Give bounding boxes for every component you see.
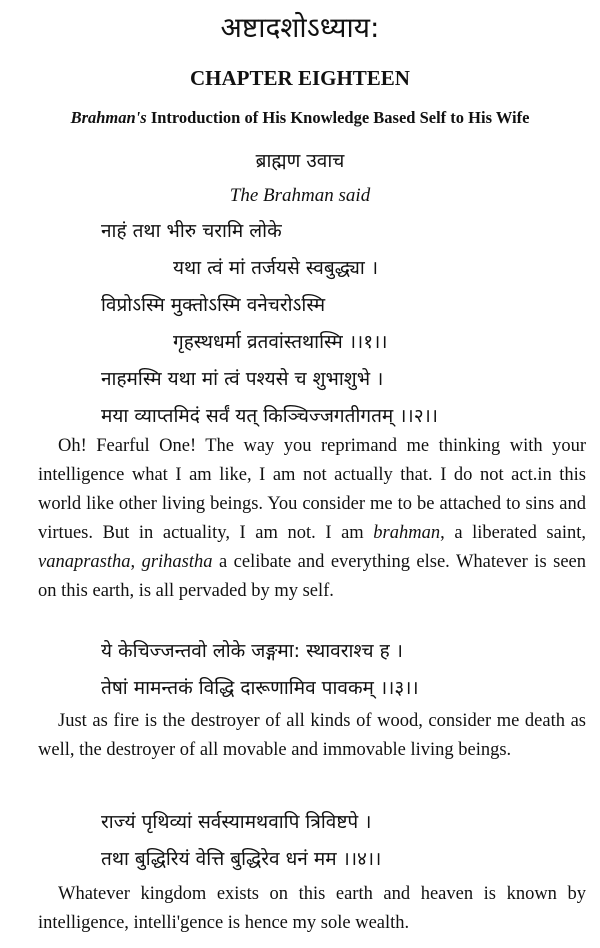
translation-paragraph: Oh! Fearful One! The way you reprimand me thinking with your intelligence what I am like, I am not actually that. I do not act.in this world like other living beings. You consider me to be attached to sins and virtues. But in actuality, I am not. I am brahman, a liberated saint, vanaprastha, grihastha a celibate and everything else. Whatever is seen on this earth, is all pervaded by my self. [38,436,586,601]
subtitle-text: Introduction of His Knowledge Based Self to His Wife [146,108,530,127]
speaker-english: The Brahman said [229,185,371,206]
subtitle-italic: Brahman's [70,108,147,127]
verse-line: तथा बुद्धिरियं वेत्ति बुद्धिरेव धनं मम ।।४।। [101,848,382,870]
verse-line: नाहं तथा भीरु चरामि लोके [101,220,282,242]
verse-line: राज्यं पृथिव्यां सर्वस्यामथवापि त्रिविष्टपे । [101,811,372,833]
translation-paragraph: Just as fire is the destroyer of all kinds of wood, consider me death as well, the destroyer of all movable and immovable living beings. [38,711,586,760]
verse-line: यथा त्वं मां तर्जयसे स्वबुद्ध्या । [173,257,379,279]
sanskrit-chapter-title: अष्टादशोऽध्याय: [220,11,380,44]
translation-paragraph: Whatever kingdom exists on this earth and heaven is known by intelligence, intelli'gence is hence my sole wealth. [38,884,586,933]
speaker-sanskrit: ब्राह्मण उवाच [255,150,345,172]
verse-line: विप्रोऽस्मि मुक्तोऽस्मि वनेचरोऽस्मि [101,294,326,316]
verse-line: तेषां मामन्तकं विद्धि दारूणामिव पावकम् ।।३।। [101,677,419,699]
verse-line: नाहमस्मि यथा मां त्वं पश्यसे च शुभाशुभे । [101,368,384,390]
chapter-subtitle [0,106,600,130]
chapter-title: CHAPTER EIGHTEEN [190,66,410,90]
verse-line: ये केचिज्जन्तवो लोके जङ्गमा: स्थावराश्च ह । [101,640,403,662]
verse-line: मया व्याप्तमिदं सर्वं यत् किञ्चिज्जगतीगतम् ।।२।। [101,405,438,427]
verse-line: गृहस्थधर्मा व्रतवांस्तथास्मि ।।१।। [173,331,388,353]
